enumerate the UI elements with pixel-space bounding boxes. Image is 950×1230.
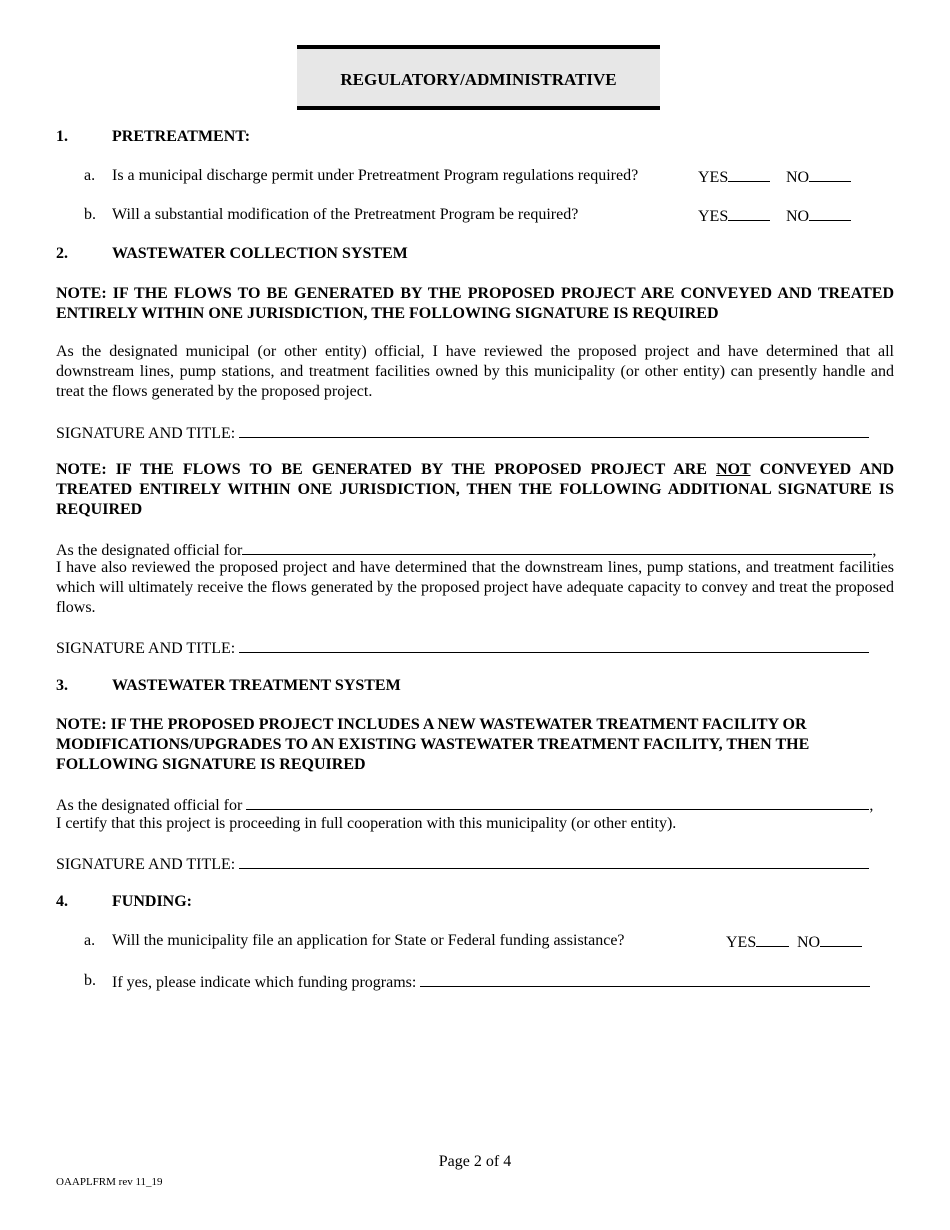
note-prefix: NOTE: IF THE FLOWS TO BE GENERATED BY THE PROPOSED PROJECT ARE	[56, 461, 717, 478]
question-4a-yes[interactable]	[726, 931, 789, 953]
question-4b-field[interactable]	[112, 971, 870, 993]
section-1-number: 1.	[56, 128, 68, 145]
official-line-2[interactable]: As the designated official for ,	[56, 794, 873, 816]
note-emphasis: NOT	[716, 461, 751, 478]
no-blank[interactable]	[809, 166, 851, 182]
question-4a-letter: a.	[84, 932, 96, 949]
yes-blank[interactable]	[728, 166, 770, 182]
question-1a-letter: a.	[84, 167, 96, 184]
question-1b-letter: b.	[84, 206, 96, 223]
note-suffix: CONVEYED AND TREATED ENTIRELY WITHIN ONE JURISDICTION, THEN THE FOLLOWING ADDITIONAL SIGNATURE IS REQUIRED	[56, 461, 894, 518]
question-1a-no[interactable]	[786, 166, 851, 188]
question-1a-yes[interactable]	[698, 166, 770, 188]
form-id: OAAPLFRM rev 11_19	[56, 1176, 163, 1188]
signature-label: SIGNATURE AND TITLE:	[56, 425, 236, 442]
section-3-number: 3.	[56, 677, 68, 694]
section-4-title: FUNDING:	[112, 893, 192, 910]
signature-line-2[interactable]	[56, 637, 869, 659]
certify-text: I certify that this project is proceeding in full cooperation with this municipality (or other entity).	[56, 815, 677, 832]
no-label: NO	[797, 934, 821, 951]
yes-label: YES	[726, 934, 757, 951]
no-label: NO	[786, 208, 810, 225]
official-label: As the designated official for	[56, 542, 243, 559]
signature-blank[interactable]	[239, 637, 869, 653]
section-3-title: WASTEWATER TREATMENT SYSTEM	[112, 677, 401, 694]
official-blank[interactable]	[246, 794, 869, 810]
question-4a-no[interactable]	[797, 931, 862, 953]
question-1b-text: Will a substantial modification of the Pretreatment Program be required?	[112, 206, 579, 223]
question-4b-letter: b.	[84, 972, 96, 989]
yes-blank[interactable]	[756, 931, 789, 947]
page-title: REGULATORY/ADMINISTRATIVE	[340, 70, 617, 89]
signature-line-1[interactable]	[56, 422, 869, 444]
signature-blank[interactable]	[239, 422, 869, 438]
question-4a-text: Will the municipality file an application for State or Federal funding assistance?	[112, 932, 625, 949]
header-banner	[297, 45, 660, 110]
yes-blank[interactable]	[728, 205, 770, 221]
note-multi-jurisdiction	[56, 460, 894, 520]
question-1b-yes[interactable]	[698, 205, 770, 227]
signature-line-3[interactable]	[56, 853, 869, 875]
section-2-number: 2.	[56, 245, 68, 262]
signature-blank[interactable]	[239, 853, 869, 869]
signature-label: SIGNATURE AND TITLE:	[56, 640, 236, 657]
section-4-number: 4.	[56, 893, 68, 910]
official-line-1[interactable]: As the designated official for ,	[56, 539, 876, 561]
question-1b-no[interactable]	[786, 205, 851, 227]
section-2-title: WASTEWATER COLLECTION SYSTEM	[112, 245, 408, 262]
funding-programs-blank[interactable]	[420, 971, 870, 987]
question-4b-text: If yes, please indicate which funding programs:	[112, 974, 417, 991]
paragraph-municipal-review: As the designated municipal (or other entity) official, I have reviewed the proposed project and have determined that all downstream lines, pump stations, and treatment facilities owned by this municipality (or other entity) can presently handle and treat the flows generated by the proposed project.	[56, 343, 894, 400]
yes-label: YES	[698, 208, 729, 225]
note-treatment-facility: NOTE: IF THE PROPOSED PROJECT INCLUDES A NEW WASTEWATER TREATMENT FACILITY OR MODIFICATIONS/UPGRADES TO AN EXISTING WASTEWATER TREATMENT FACILITY, THEN THE FOLLOWING SIGNATURE IS REQUIRED	[56, 716, 810, 773]
page-number: Page 2 of 4	[438, 1153, 512, 1170]
official-blank[interactable]	[242, 539, 872, 555]
official-label: As the designated official for	[56, 797, 243, 814]
no-label: NO	[786, 169, 810, 186]
signature-label: SIGNATURE AND TITLE:	[56, 856, 236, 873]
paragraph-downstream-review: I have also reviewed the proposed project and have determined that the downstream lines, pump stations, and treatment facilities which will ultimately receive the flows generated by the proposed project have adequate capacity to convey and treat the proposed flows.	[56, 559, 894, 616]
no-blank[interactable]	[809, 205, 851, 221]
no-blank[interactable]	[820, 931, 862, 947]
note-single-jurisdiction: NOTE: IF THE FLOWS TO BE GENERATED BY THE PROPOSED PROJECT ARE CONVEYED AND TREATED ENTIRELY WITHIN ONE JURISDICTION, THE FOLLOWING SIGNATURE IS REQUIRED	[56, 285, 894, 322]
question-1a-text: Is a municipal discharge permit under Pretreatment Program regulations required?	[112, 167, 639, 184]
yes-label: YES	[698, 169, 729, 186]
section-1-title: PRETREATMENT:	[112, 128, 251, 145]
